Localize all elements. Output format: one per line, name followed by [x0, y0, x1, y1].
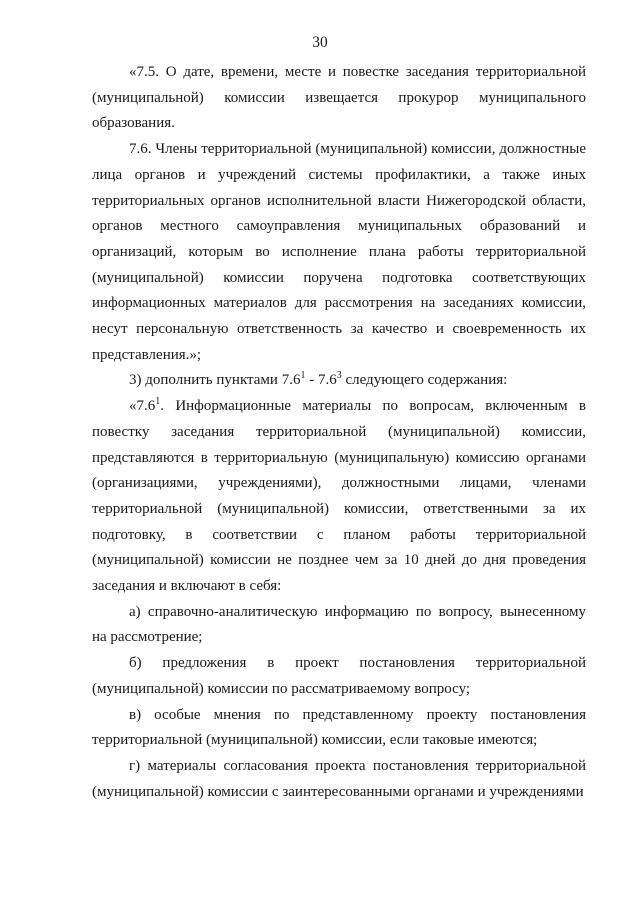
amendment-text-start: 3) дополнить пунктами 7.6	[129, 372, 301, 389]
amendment-text-end: следующего содержания:	[341, 372, 508, 389]
clause-text: . Информационные материалы по вопросам, включенным в повестку заседания территориальной (муниципальной) комиссии, представляются в территориальную (муниципальную) комиссию органами (организациями, учреждениями), должностными лицами, членами территориальной (муниципальной) комиссии, ответственными за их подготовку, в соответствии с планом работы территориальной (муниципальной) комиссии не позднее чем за 10 дней до дня проведения заседания и включают в себя:	[92, 398, 586, 595]
superscript-3: 3	[336, 370, 342, 382]
paragraph-7-6-1	[92, 394, 586, 600]
paragraph-amendment-3	[92, 368, 586, 394]
paragraph-7-6: 7.6. Члены территориальной (муниципальной) комиссии, должностные лица органов и учреждений системы профилактики, а также иных территориальных органов исполнительной власти Нижегородской области, органов местного самоуправления муниципальных образований и организаций, которым во исполнение плана работы территориальной (муниципальной) комиссии поручена подготовка соответствующих информационных материалов для рассмотрения на заседаниях комиссии, несут персональную ответственность за качество и своевременность их представления.»;	[92, 141, 586, 363]
list-item-a: а) справочно-аналитическую информацию по вопросу, вынесенному на рассмотрение;	[92, 603, 586, 646]
list-item-b: б) предложения в проект постановления территориальной (муниципальной) комиссии по рассматриваемому вопросу;	[92, 655, 586, 697]
list-item-g: г) материалы согласования проекта постановления территориальной (муниципальной) комиссии с заинтересованными органами и учреждениями	[92, 757, 586, 800]
superscript-1: 1	[300, 370, 306, 382]
amendment-text-middle: - 7.6	[305, 372, 337, 389]
list-item-v: в) особые мнения по представленному проекту постановления территориальной (муниципальной) комиссии, если таковые имеются;	[92, 706, 586, 749]
paragraph-7-5: «7.5. О дате, времени, месте и повестке заседания территориальной (муниципальной) комиссии извещается прокурор муниципального образования.	[92, 64, 586, 132]
clause-number: «7.6	[129, 398, 156, 415]
page-number: 30	[312, 34, 328, 51]
clause-superscript: 1	[155, 396, 161, 408]
document-body	[92, 60, 586, 805]
